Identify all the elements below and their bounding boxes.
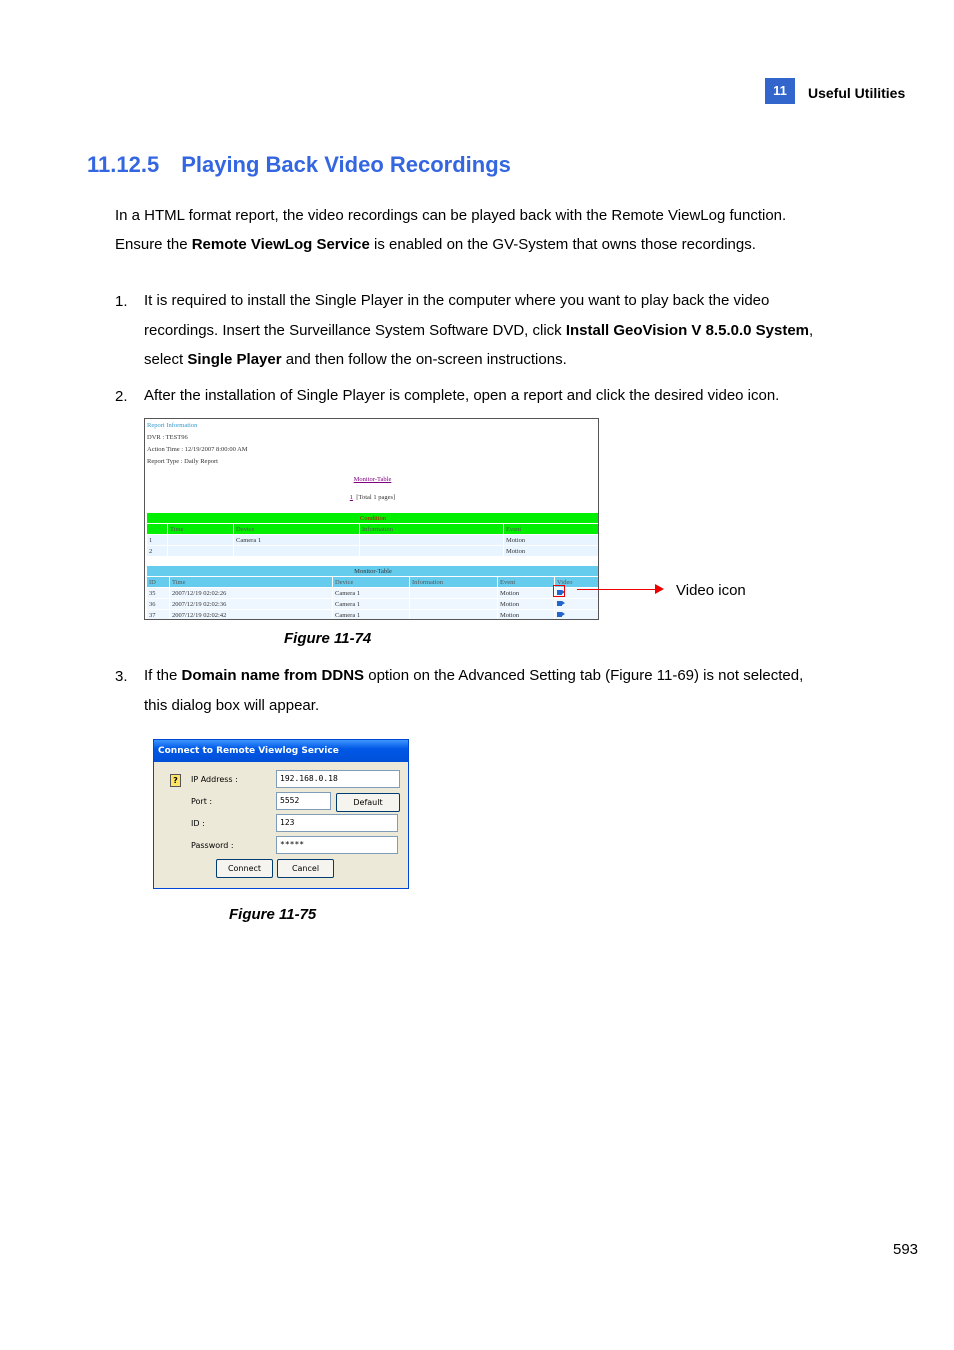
pagination: 1 [Total 1 pages] [349, 494, 396, 501]
table-row: 1 Camera 1 Motion [147, 535, 600, 546]
table-header: Information [410, 577, 498, 588]
connect-remote-viewlog-dialog [153, 739, 409, 889]
table-header: Device [333, 577, 410, 588]
figure-75-caption: Figure 11-75 [229, 906, 317, 923]
password-field[interactable]: ***** [276, 836, 398, 854]
connect-button[interactable]: Connect [216, 859, 273, 878]
figure-74-caption: Figure 11-74 [284, 630, 372, 647]
section-heading [87, 152, 511, 178]
remote-viewlog-service-term: Remote ViewLog Service [191, 236, 370, 253]
report-info-title: Report Information [147, 422, 198, 429]
table-row: 35 2007/12/19 02:02:26 Camera 1 Motion [147, 588, 600, 599]
table-row: 37 2007/12/19 02:02:42 Camera 1 Motion [147, 610, 600, 621]
report-screenshot [144, 418, 599, 620]
cancel-button[interactable]: Cancel [277, 859, 334, 878]
help-icon: ? [170, 774, 181, 787]
table-header: Video [555, 577, 600, 588]
report-info-type: Report Type : Daily Report [147, 458, 218, 465]
monitor-table [146, 565, 599, 620]
video-icon-highlight [553, 585, 565, 597]
step-2-number: 2. [115, 388, 128, 405]
ip-address-label: IP Address : [191, 775, 238, 784]
video-icon[interactable] [557, 600, 565, 606]
video-icon-callout-label: Video icon [676, 582, 746, 599]
table-header: ID [147, 577, 170, 588]
condition-table [146, 512, 599, 557]
section-number: 11.12.5 [87, 152, 160, 177]
chapter-title: Useful Utilities [808, 85, 906, 101]
report-info-action-time: Action Time : 12/19/2007 8:00:00 AM [147, 446, 248, 453]
table-header: Time [168, 524, 234, 535]
password-label: Password : [191, 841, 234, 850]
video-icon[interactable] [557, 611, 565, 617]
chapter-number-badge: 11 [765, 78, 795, 104]
step-1-text: It is required to install the Single Player in the computer where you want to play back the video recordings. Insert the Surveillance System Software DVD, click Install GeoVision V 8.5.0.0 System, select Single Player and then follow the on-screen instructions. [144, 292, 814, 368]
default-button[interactable]: Default [336, 793, 400, 812]
table-header: Event [504, 524, 600, 535]
port-field[interactable]: 5552 [276, 792, 331, 810]
table-row: 2 Motion [147, 546, 600, 557]
step-3-number: 3. [115, 668, 128, 685]
id-label: ID : [191, 819, 205, 828]
table-header: Time [170, 577, 333, 588]
intro-line-2: Ensure the Remote ViewLog Service is enabled on the GV-System that owns those recordings. [115, 236, 756, 253]
condition-title: Condition [147, 513, 600, 524]
table-header: Information [360, 524, 504, 535]
monitor-table-title: Monitor-Table [147, 566, 600, 577]
step-1-number: 1. [115, 293, 128, 310]
callout-arrow-line [577, 589, 657, 590]
port-label: Port : [191, 797, 213, 806]
dialog-title: Connect to Remote Viewlog Service [154, 740, 408, 762]
callout-arrow-head-icon [655, 584, 664, 594]
table-header [147, 524, 168, 535]
table-row: 36 2007/12/19 02:02:36 Camera 1 Motion [147, 599, 600, 610]
ip-address-field[interactable]: 192.168.0.18 [276, 770, 400, 788]
table-header: Device [234, 524, 360, 535]
section-title: Playing Back Video Recordings [181, 152, 511, 177]
page-link[interactable]: 1 [349, 494, 354, 501]
intro-line-1: In a HTML format report, the video recordings can be played back with the Remote ViewLog function. [115, 207, 787, 224]
report-info-dvr: DVR : TEST96 [147, 434, 188, 441]
id-field[interactable]: 123 [276, 814, 398, 832]
step-3-text: If the Domain name from DDNS option on the Advanced Setting tab (Figure 11-69) is not selected, this dialog box will appear. [144, 667, 804, 714]
page-number: 593 [893, 1241, 919, 1258]
step-2-text: After the installation of Single Player is complete, open a report and click the desired video icon. [144, 387, 780, 404]
table-header: Event [498, 577, 555, 588]
monitor-table-link[interactable]: Monitor-Table [353, 476, 392, 483]
